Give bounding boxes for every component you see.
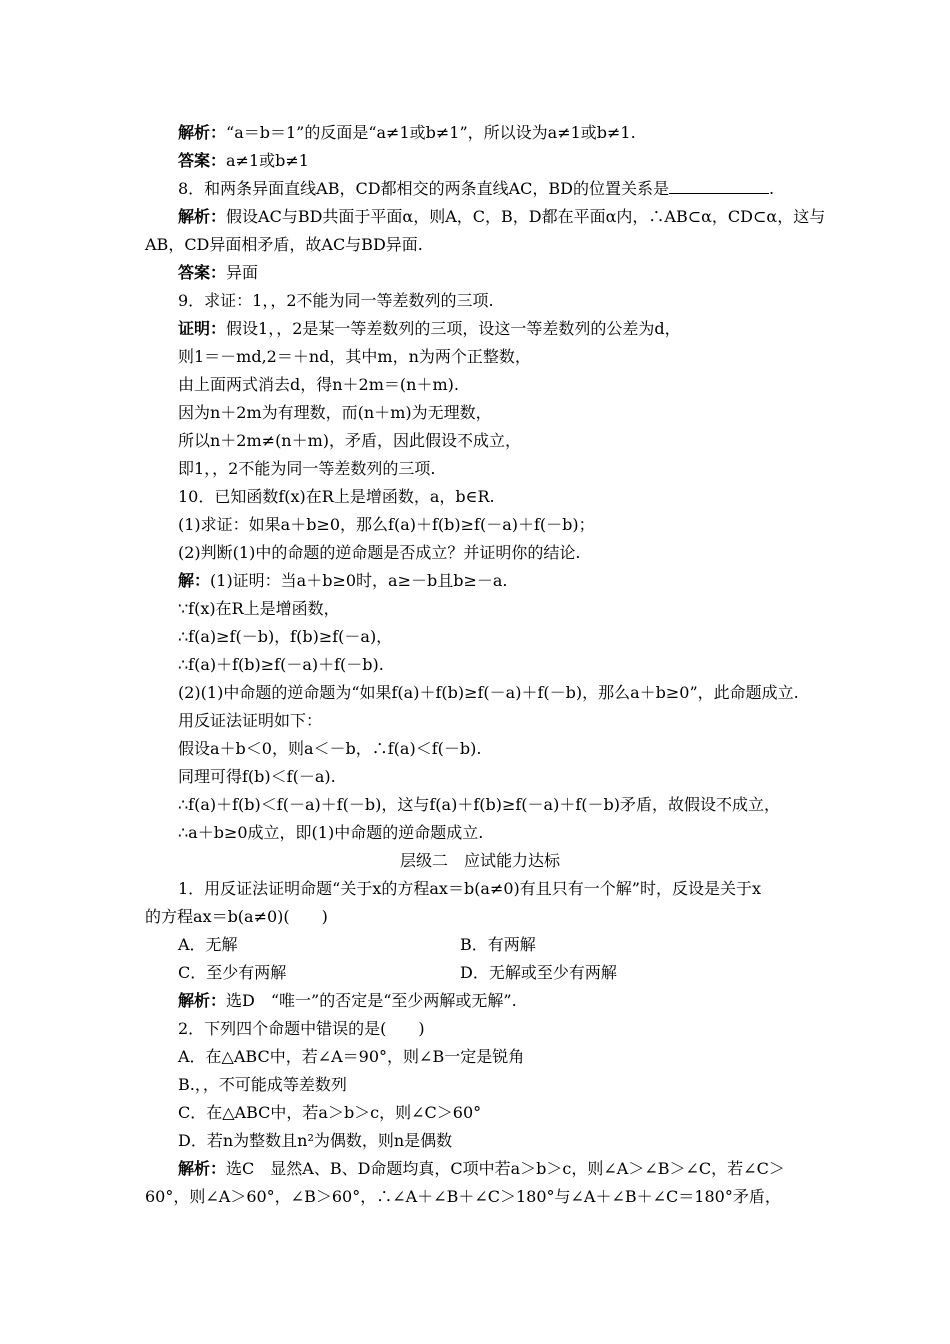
answer-label: 答案： [178, 263, 227, 282]
answer-line [178, 147, 815, 175]
fill-blank [669, 175, 769, 194]
text-line: 假设a＋b＜0，则a＜－b，∴f(a)＜f(－b). [178, 739, 482, 758]
text-line: 由上面两式消去d，得n＋2m＝(n＋m). [178, 375, 459, 394]
solution-line [178, 567, 815, 595]
question-2: 2．下列四个命题中错误的是( ) [178, 1019, 425, 1038]
analysis-label: 解析： [178, 1159, 227, 1178]
analysis-line [178, 119, 815, 147]
analysis-label: 解析： [178, 207, 227, 226]
text-line: ∴f(a)≥f(－b)，f(b)≥f(－a)， [178, 627, 393, 646]
text-line: 的方程ax＝b(a≠0)( ) [145, 907, 328, 926]
proof-label: 证明： [178, 319, 227, 338]
text-line: (2)判断(1)中的命题的逆命题是否成立？并证明你的结论. [178, 543, 581, 562]
option-d: D．无解或至少有两解 [460, 963, 617, 982]
solution-text: (1)证明：当a＋b≥0时，a≥－b且b≥－a. [210, 571, 508, 590]
text-line: 60°，则∠A＞60°，∠B＞60°，∴∠A＋∠B＋∠C＞180°与∠A＋∠B＋∠C＝180°矛盾， [145, 1187, 781, 1206]
option-c: C．在△ABC中，若a＞b＞c，则∠C＞60° [178, 1103, 482, 1122]
analysis-line [178, 203, 826, 231]
text-line: ∵f(x)在R上是增函数， [178, 599, 340, 618]
question-1: 1．用反证法证明命题“关于x的方程ax＝b(a≠0)有且只有一个解”时，反设是关于x [178, 879, 762, 898]
analysis-line [178, 1155, 815, 1183]
question-8-tail: . [768, 179, 775, 198]
analysis-text: 选C 显然A、B、D命题均真，C项中若a＞b＞c，则∠A＞∠B＞∠C，若∠C＞ [226, 1159, 785, 1178]
analysis-label: 解析： [178, 123, 227, 142]
proof-text: 假设1，，2是某一等差数列的三项，设这一等差数列的公差为d， [226, 319, 681, 338]
solution-label: 解： [178, 571, 211, 590]
question-8 [178, 175, 815, 203]
answer-line [178, 259, 815, 287]
proof-line [178, 315, 815, 343]
analysis-text: 选D “唯一”的否定是“至少两解或无解”. [226, 991, 517, 1010]
text-line: 用反证法证明如下： [178, 711, 323, 730]
analysis-label: 解析： [178, 991, 227, 1010]
option-a: A．在△ABC中，若∠A＝90°，则∠B一定是锐角 [178, 1047, 525, 1066]
text-line: 即1，，2不能为同一等差数列的三项. [178, 459, 436, 478]
text-line: AB，CD异面相矛盾，故AC与BD异面. [145, 235, 423, 254]
analysis-text: 假设AC与BD共面于平面α，则A，C，B，D都在平面α内，∴AB⊂α，CD⊂α，这与 [226, 207, 826, 226]
analysis-text: “a＝b＝1”的反面是“a≠1或b≠1”，所以设为a≠1或b≠1. [226, 123, 636, 142]
text-line: 同理可得f(b)＜f(－a). [178, 767, 336, 786]
text-line: (1)求证：如果a＋b≥0，那么f(a)＋f(b)≥f(－a)＋f(－b)； [178, 515, 595, 534]
answer-text: a≠1或b≠1 [226, 151, 309, 170]
option-d: D．若n为整数且n²为偶数，则n是偶数 [178, 1131, 453, 1150]
option-b: B.，，不可能成等差数列 [178, 1075, 347, 1094]
answer-label: 答案： [178, 151, 227, 170]
question-9: 9．求证：1，，2不能为同一等差数列的三项. [178, 291, 494, 310]
text-line: ∴a＋b≥0成立，即(1)中命题的逆命题成立. [178, 823, 484, 842]
question-10: 10．已知函数f(x)在R上是增函数，a，b∈R. [178, 487, 495, 506]
option-a: A．无解 [178, 935, 238, 954]
answer-text: 异面 [226, 263, 259, 282]
question-8-text: 8．和两条异面直线AB，CD都相交的两条直线AC，BD的位置关系是 [178, 179, 669, 198]
text-line: 因为n＋2m为有理数，而(n＋m)为无理数， [178, 403, 492, 422]
text-line: (2)(1)中命题的逆命题为“如果f(a)＋f(b)≥f(－a)＋f(－b)，那么a＋b≥0”，此命题成立. [178, 683, 799, 702]
section-heading: 层级二 应试能力达标 [399, 851, 560, 870]
text-line: ∴f(a)＋f(b)＜f(－a)＋f(－b)，这与f(a)＋f(b)≥f(－a)＋f(－b)矛盾，故假设不成立， [178, 795, 780, 814]
text-line: ∴f(a)＋f(b)≥f(－a)＋f(－b). [178, 655, 384, 674]
text-line: 所以n＋2m≠(n＋m)，矛盾，因此假设不成立， [178, 431, 522, 450]
text-line: 则1＝－md,2＝＋nd，其中m，n为两个正整数， [178, 347, 531, 366]
option-b: B．有两解 [460, 935, 536, 954]
option-c: C．至少有两解 [178, 963, 287, 982]
analysis-line [178, 987, 815, 1015]
